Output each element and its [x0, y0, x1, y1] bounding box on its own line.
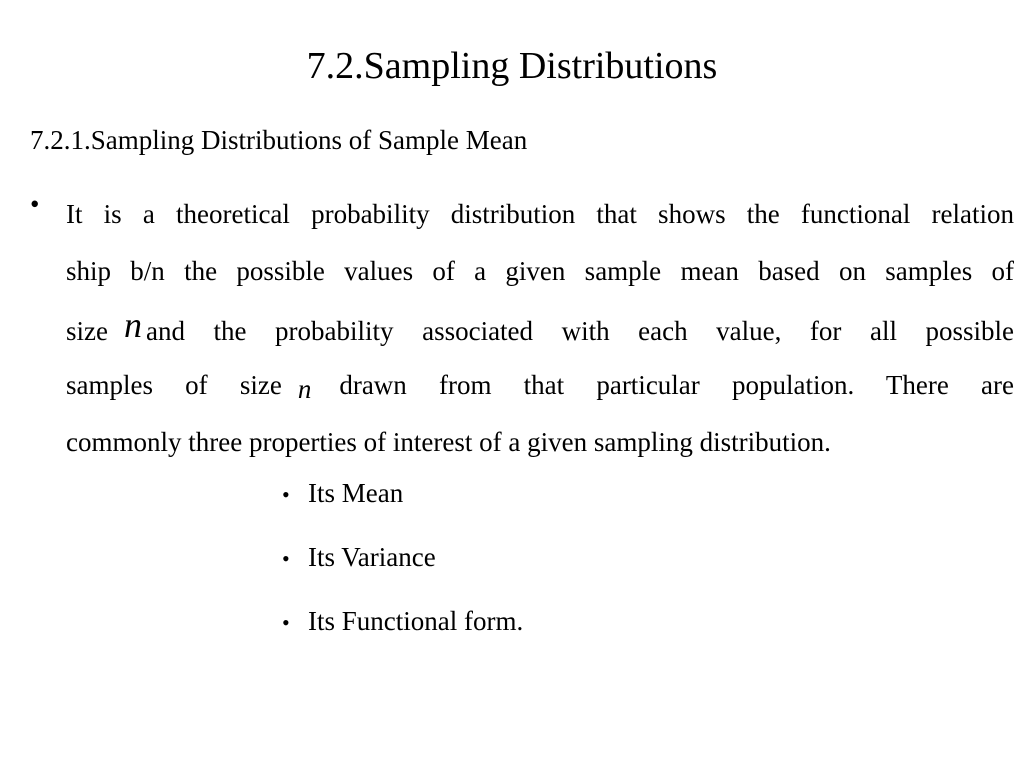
properties-list: [282, 475, 523, 667]
slide-title: 7.2.Sampling Distributions: [306, 45, 718, 87]
paragraph-line-4: [66, 357, 1014, 414]
bullet-marker: •: [30, 189, 40, 219]
line-3-end: and the probability associated with each value, for all possible: [145, 316, 1014, 346]
variable-n-small: n: [297, 374, 312, 404]
line-4-start: samples of size: [66, 370, 282, 400]
section-heading: 7.2.1.Sampling Distributions of Sample Mean: [30, 125, 528, 155]
property-item: [282, 603, 523, 667]
sub-bullet-marker: •: [282, 546, 290, 571]
paragraph-line-2: ship b/n the possible values of a given sample mean based on samples of: [66, 256, 1014, 286]
property-label: Its Variance: [308, 542, 436, 572]
variable-n-large: n: [123, 305, 142, 345]
property-item: [282, 475, 523, 539]
paragraph-line-3: [66, 300, 1014, 357]
property-label: Its Functional form.: [308, 606, 524, 636]
sub-bullet-marker: •: [282, 610, 290, 635]
property-item: [282, 539, 523, 603]
property-label: Its Mean: [308, 478, 404, 508]
paragraph-line-1: It is a theoretical probability distribution that shows the functional relation: [66, 199, 1014, 229]
line-3-start: size: [66, 316, 108, 346]
line-4-end: drawn from that particular population. There are: [339, 370, 1014, 400]
sub-bullet-marker: •: [282, 482, 290, 507]
paragraph-line-5: commonly three properties of interest of a given sampling distribution.: [66, 427, 831, 457]
definition-paragraph: [66, 186, 1014, 471]
